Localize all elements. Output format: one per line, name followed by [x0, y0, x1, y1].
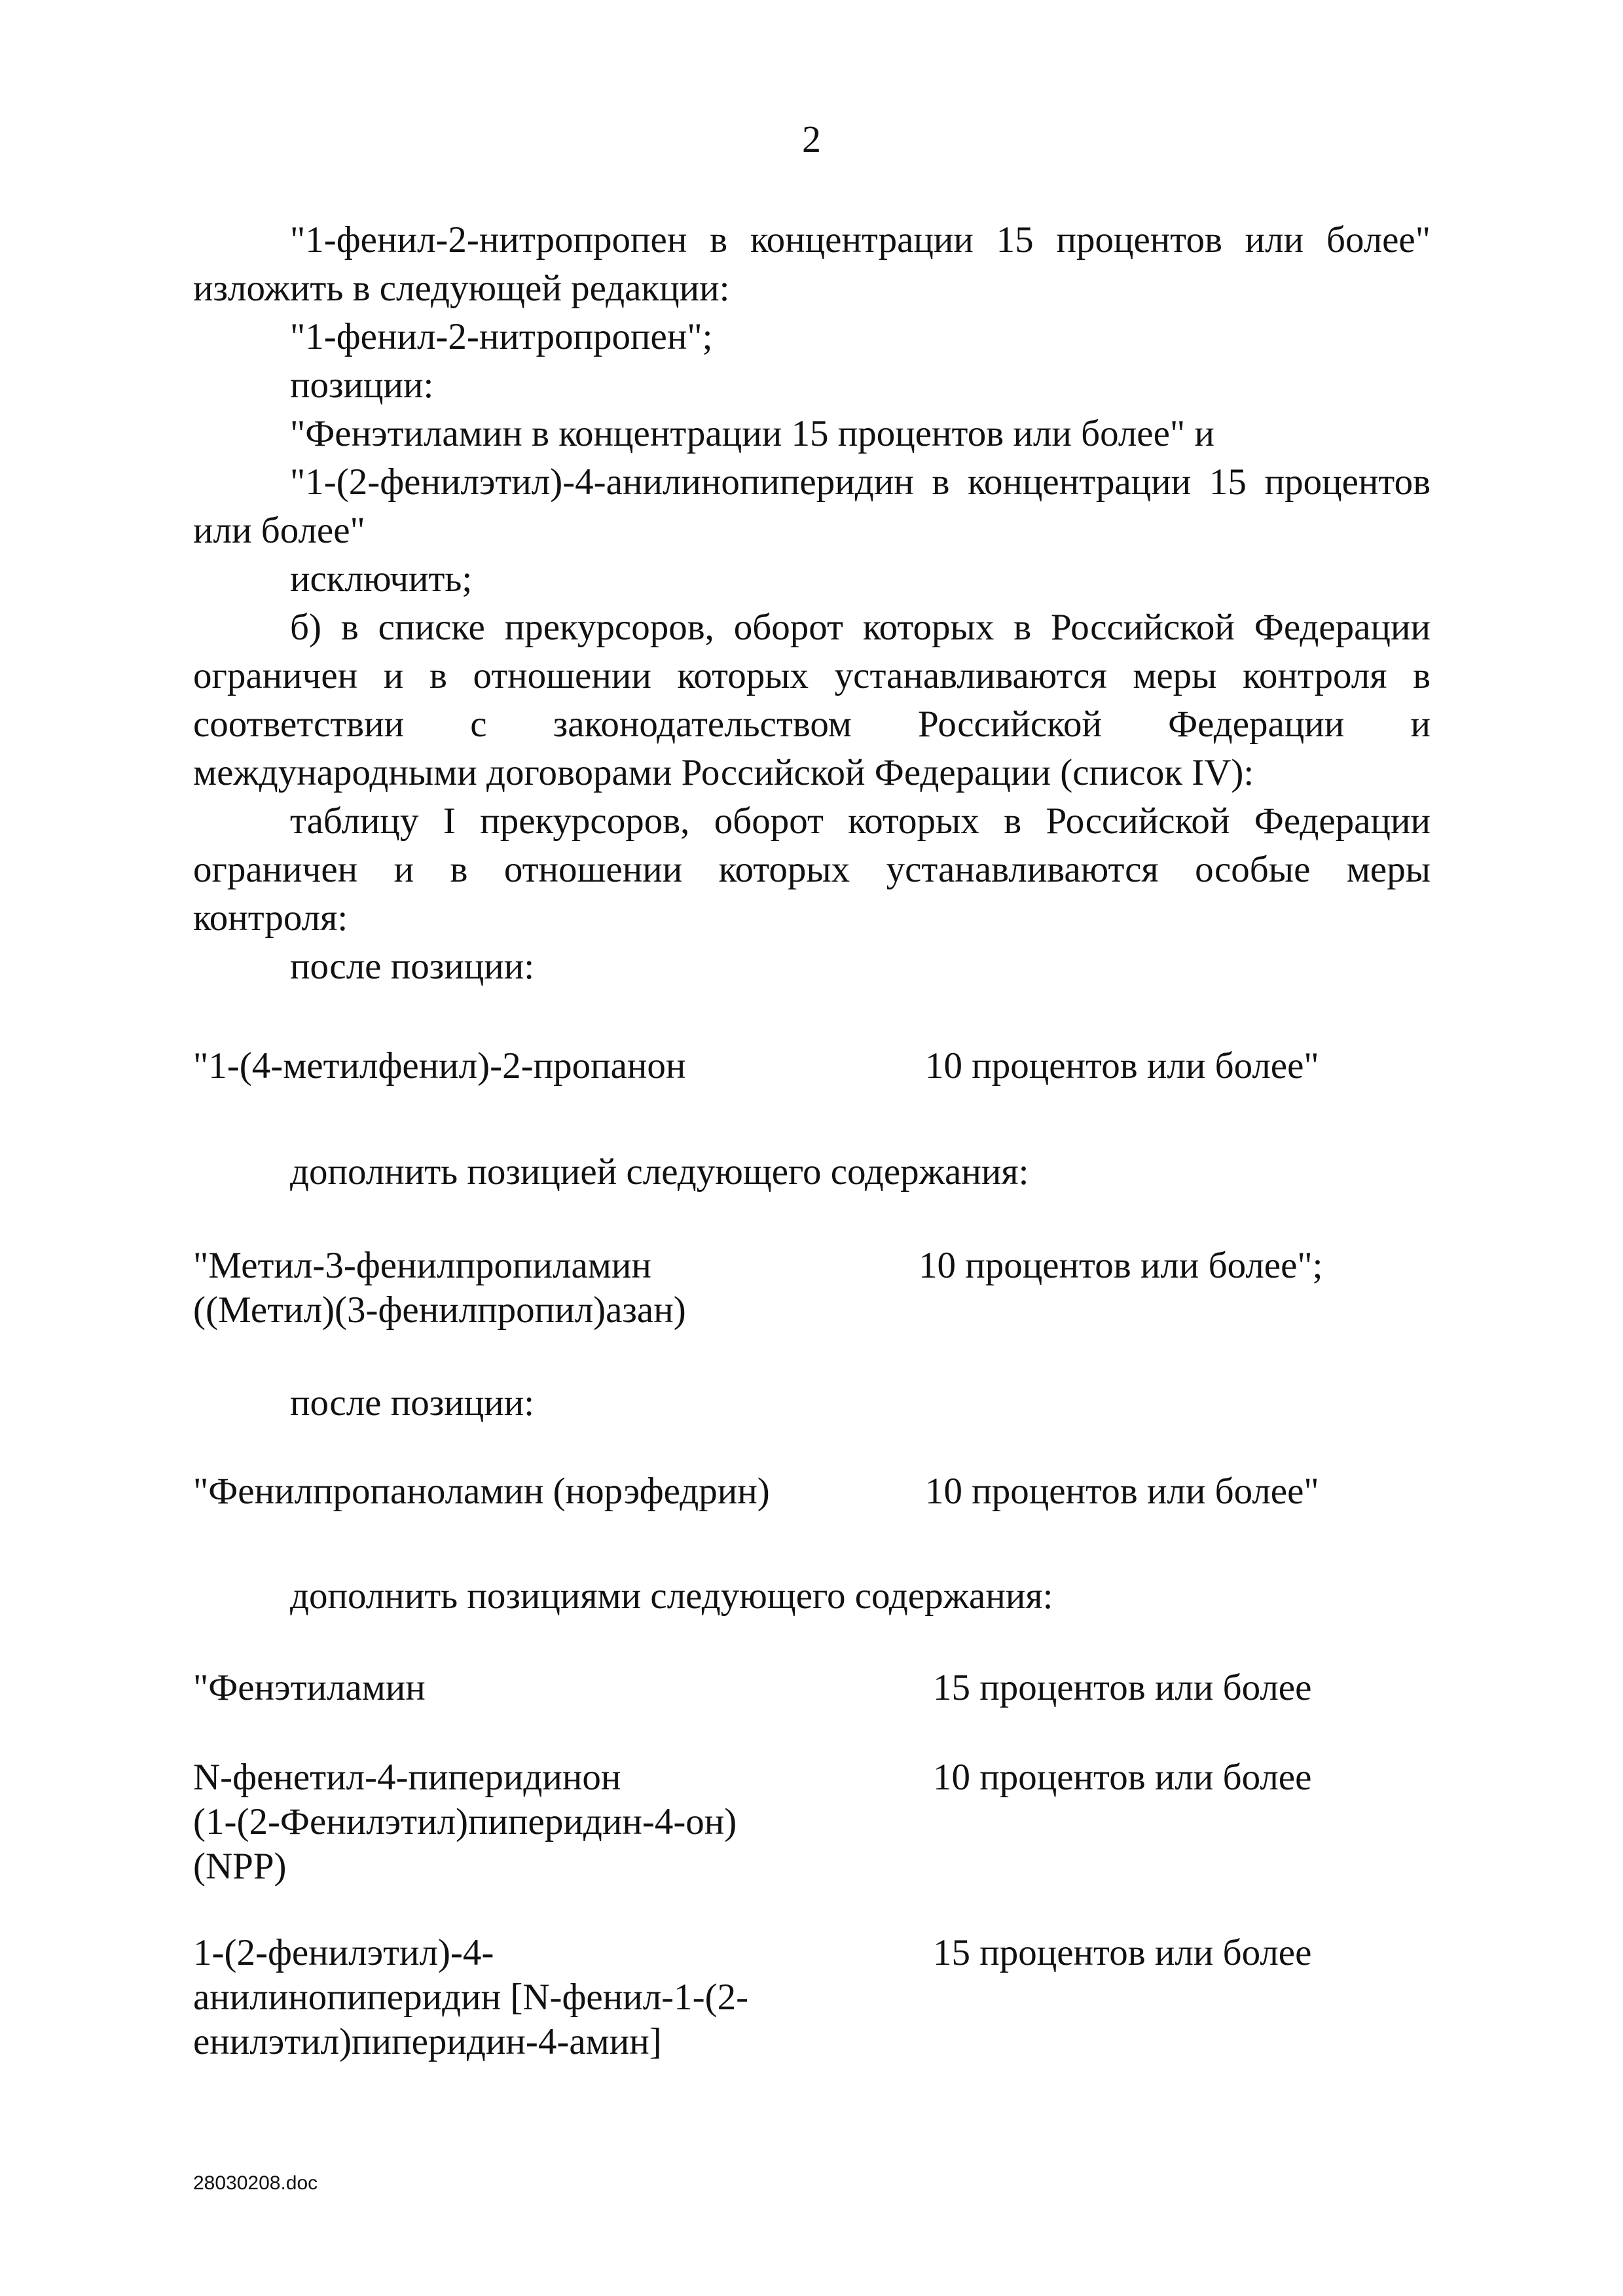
paragraph-8-line-3: контроля:	[193, 897, 348, 939]
row-6-substance-line-2: анилинопиперидин [N-фенил-1-(2-	[193, 1977, 749, 2018]
paragraph-7-line-2: ограничен и в отношении которых устанавливаются меры контроля в	[193, 655, 1431, 696]
row-5-substance-line-2: (1-(2-Фенилэтил)пиперидин-4-он)	[193, 1801, 737, 1842]
row-2-substance-line-2: ((Метил)(3-фенилпропил)азан)	[193, 1289, 686, 1331]
paragraph-5-line-2: или более"	[193, 510, 365, 551]
paragraph-8-line-2: ограничен и в отношении которых устанавливаются особые меры	[193, 849, 1431, 890]
paragraph-7-line-3: соответствии с законодательством Российской Федерации и	[193, 704, 1431, 745]
row-3-concentration: 10 процентов или более"	[925, 1471, 1319, 1512]
after-position-label: после позиции:	[290, 1382, 535, 1424]
paragraph-2: "1-фенил-2-нитропропен";	[290, 316, 713, 357]
paragraph-4: "Фенэтиламин в концентрации 15 процентов или более" и	[290, 413, 1214, 454]
intro-text	[193, 216, 1431, 991]
page-number: 2	[802, 118, 821, 160]
row-1-substance: "1-(4-метилфенил)-2-пропанон	[193, 1045, 686, 1086]
paragraph-1-line-2: изложить в следующей редакции:	[193, 268, 730, 309]
row-3-substance: "Фенилпропаноламин (норэфедрин)	[193, 1471, 770, 1512]
add-position-label: дополнить позицией следующего содержания:	[290, 1151, 1029, 1193]
row-6-substance-line-1: 1-(2-фенилэтил)-4-	[193, 1932, 494, 1973]
row-4-substance: "Фенэтиламин	[193, 1667, 426, 1708]
paragraph-1-line-1: "1-фенил-2-нитропропен в концентрации 15 процентов или более"	[290, 219, 1431, 260]
row-6-concentration: 15 процентов или более	[933, 1932, 1312, 1973]
paragraph-7-line-4: международными договорами Российской Федерации (список IV):	[193, 752, 1254, 793]
paragraph-3: позиции:	[290, 365, 434, 406]
row-6-substance-line-3: енилэтил)пиперидин-4-амин]	[193, 2021, 662, 2062]
row-4-concentration: 15 процентов или более	[933, 1667, 1312, 1708]
row-5-substance	[193, 1755, 848, 1889]
row-5-substance-line-1: N-фенетил-4-пиперидинон	[193, 1757, 621, 1798]
paragraph-8-line-1: таблицу I прекурсоров, оборот которых в Российской Федерации	[290, 800, 1431, 842]
paragraph-7-line-1: б) в списке прекурсоров, оборот которых в Российской Федерации	[290, 607, 1431, 648]
row-5-substance-line-3: (NPP)	[193, 1846, 287, 1887]
paragraph-9: после позиции:	[290, 946, 535, 987]
paragraph-5-line-1: "1-(2-фенилэтил)-4-анилинопиперидин в концентрации 15 процентов	[290, 461, 1431, 503]
add-positions-label: дополнить позициями следующего содержания:	[290, 1575, 1053, 1617]
paragraph-6: исключить;	[290, 558, 473, 600]
row-5-concentration: 10 процентов или более	[933, 1757, 1312, 1798]
document-filename: 28030208.doc	[193, 2172, 318, 2194]
row-1-concentration: 10 процентов или более"	[925, 1045, 1319, 1086]
row-2-substance	[193, 1244, 848, 1333]
row-2-substance-line-1: "Метил-3-фенилпропиламин	[193, 1245, 651, 1286]
row-2-concentration: 10 процентов или более";	[919, 1245, 1323, 1286]
row-6-substance	[193, 1931, 848, 2064]
